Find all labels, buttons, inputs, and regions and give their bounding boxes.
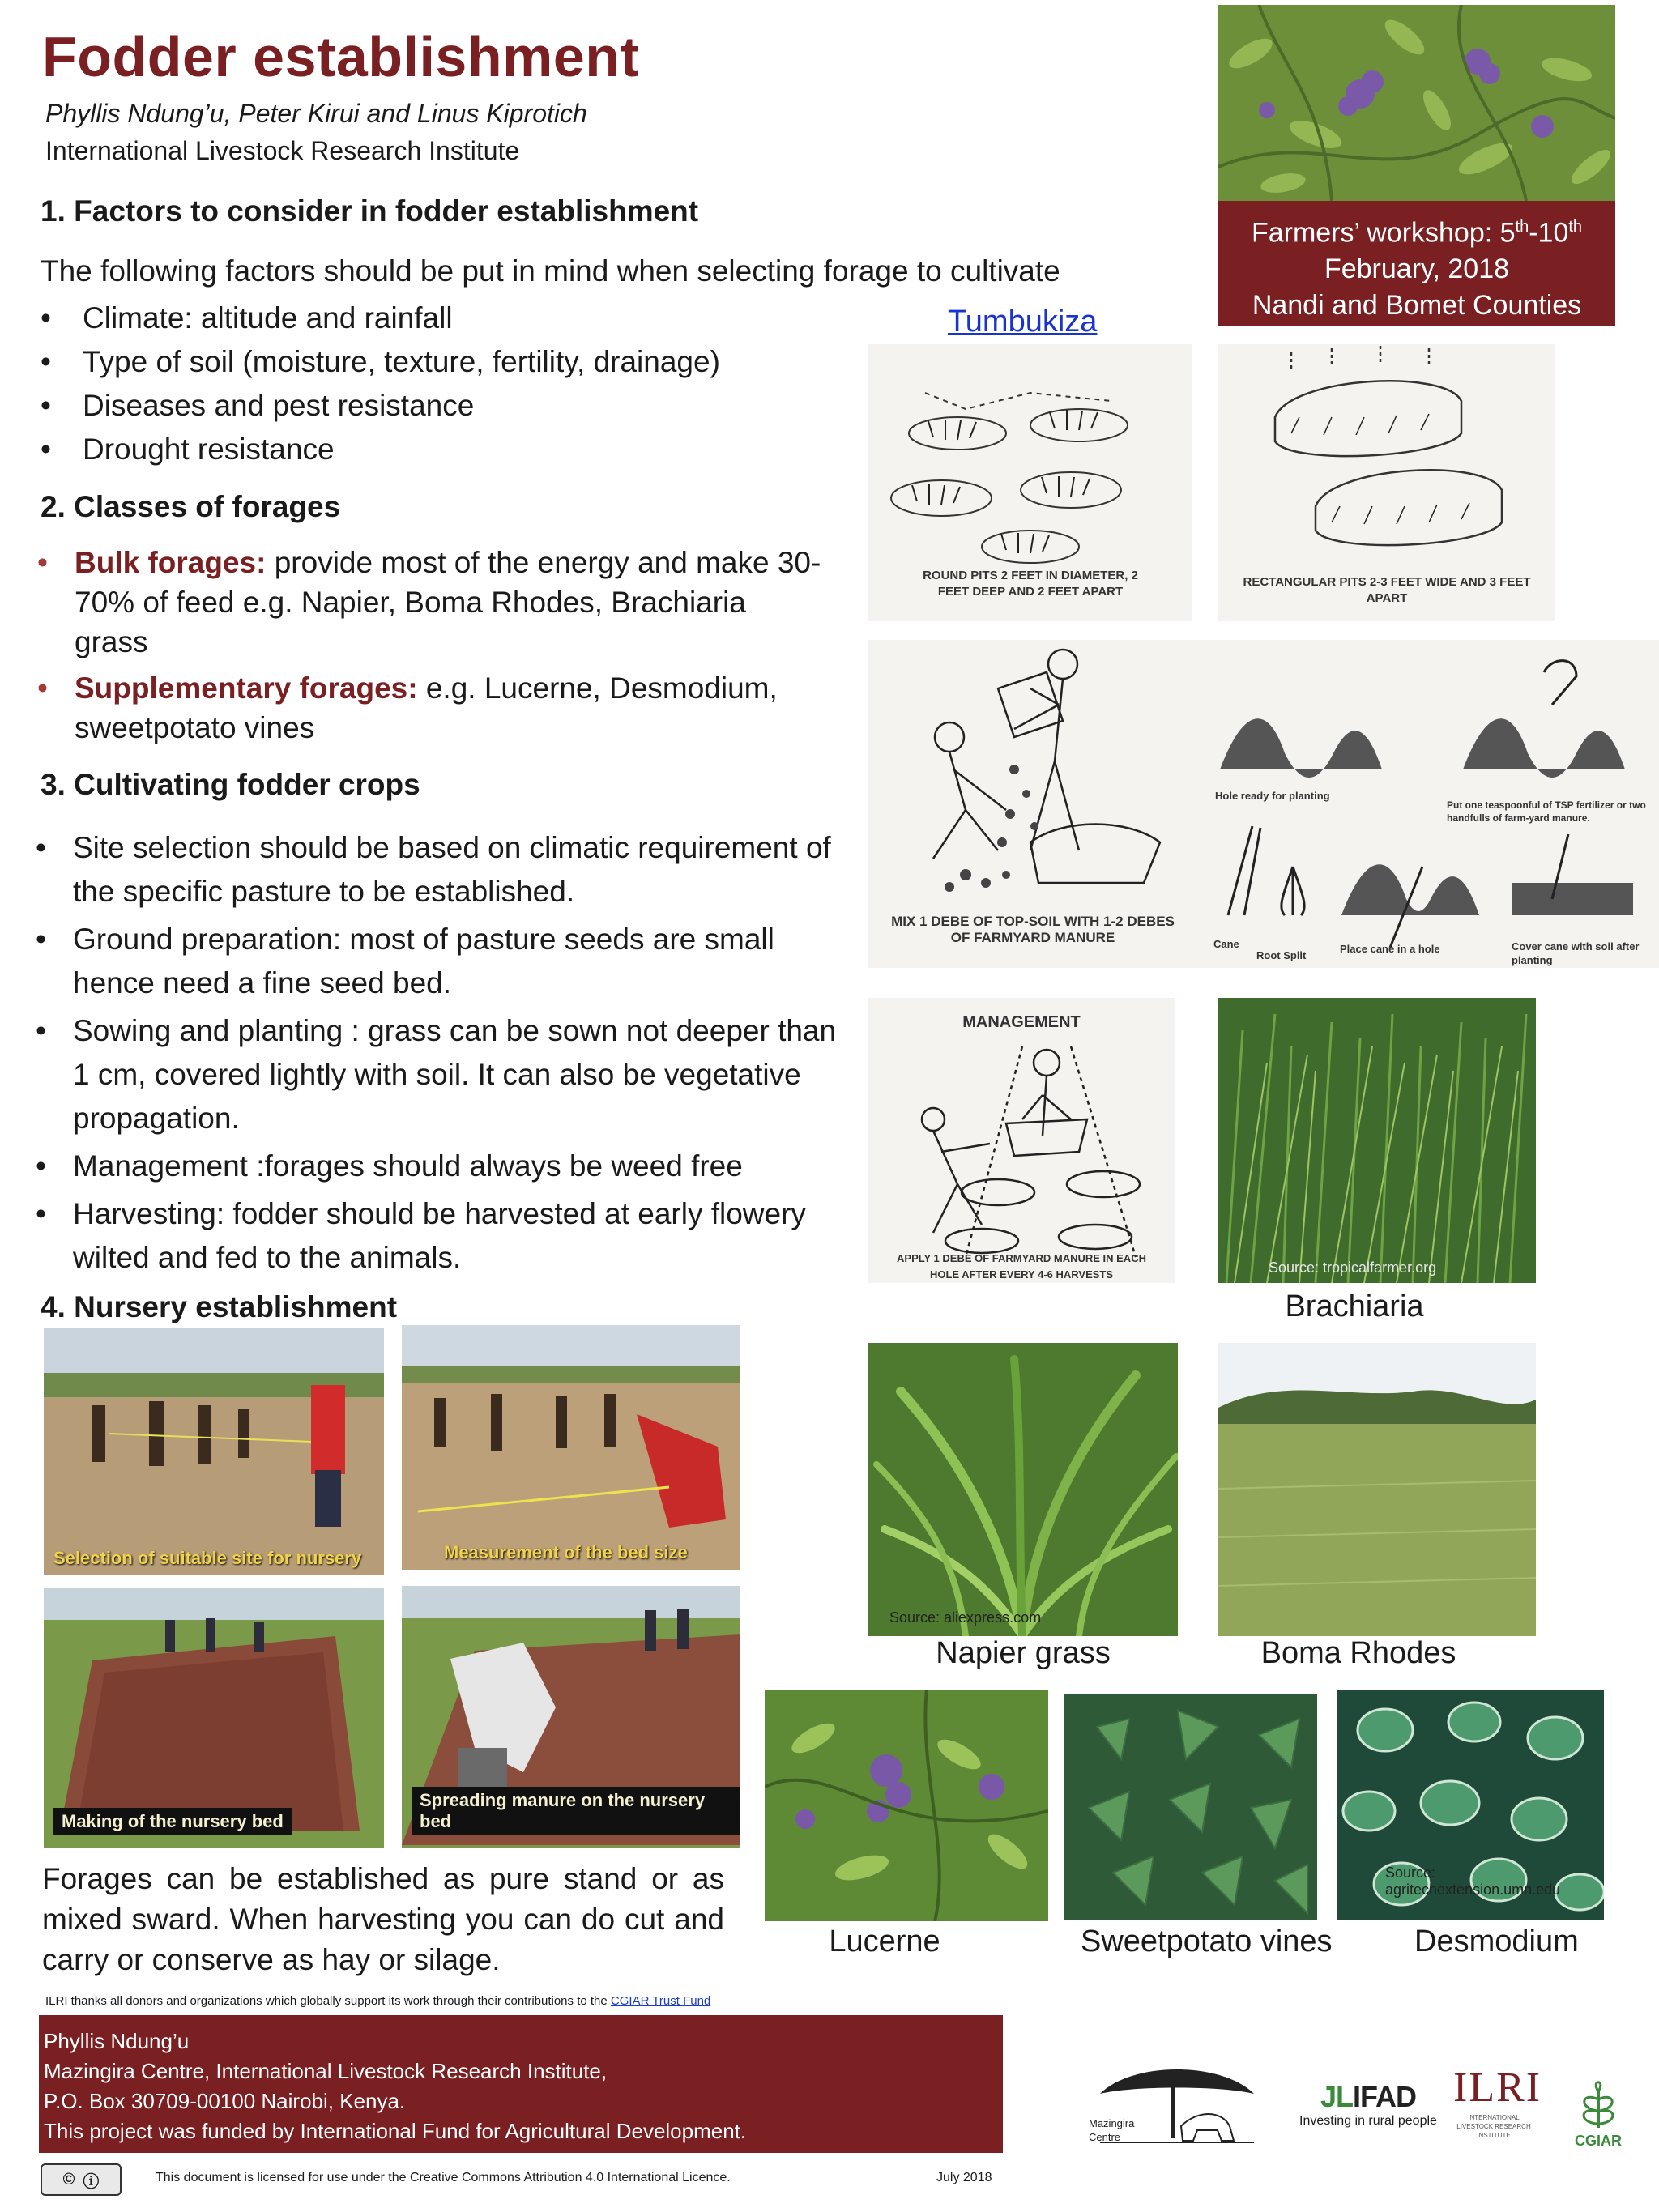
nursery-closing-text: Forages can be established as pure stand or as mixed sward. When harvesting you can do cut and carry or conserve as hay or silage.	[42, 1862, 724, 1976]
publication-date: July 2018	[936, 2171, 992, 2184]
section2-list	[37, 543, 823, 748]
sketch-rectangular-pits: RECTANGULAR PITS 2-3 FEET WIDE AND 3 FEET APART	[1218, 344, 1555, 621]
list-item: • Type of soil (moisture, texture, fertility, drainage)	[41, 340, 867, 384]
list-item: • Drought resistance	[41, 428, 867, 471]
list-item: • Ground preparation: most of pasture seeds are small hence need a fine seed bed.	[36, 918, 838, 1005]
section3-heading: 3. Cultivating fodder crops	[41, 768, 420, 801]
institution: International Livestock Research Institute	[45, 136, 520, 165]
nursery-photo-site-selection: Selection of suitable site for nursery	[44, 1328, 384, 1575]
section1-heading: 1. Factors to consider in fodder establishment	[41, 194, 699, 228]
sketch-management: MANAGEMENT APPLY 1 DEBE OF FARMYARD MANURE IN EACH HOLE AFTER EVERY 4-6 HARVESTS	[868, 998, 1175, 1283]
brachiaria-photo: Source: tropicalfarmer.org	[1218, 998, 1536, 1283]
list-item: • Diseases and pest resistance	[41, 384, 867, 428]
list-item: • Sowing and planting : grass can be sown not deeper than 1 cm, covered lightly with soil. It can also be vegetative propagation.	[36, 1009, 838, 1140]
contact-footer: Phyllis Ndung’u Mazingira Centre, International Livestock Research Institute, P.O. Box 30709-00100 Nairobi, Kenya. This project was funded by International Fund for Agricultural Development.	[39, 2015, 1003, 2153]
sketch-mix-topsoil: MIX 1 DEBE OF TOP-SOIL WITH 1-2 DEBES OF FARMYARD MANURE	[868, 640, 1197, 968]
lucerne-photo	[765, 1690, 1048, 1921]
list-item: • Management :forages should always be weed free	[36, 1144, 838, 1188]
cc-license-badge	[41, 2163, 122, 2196]
mazingira-logo: Mazingira Centre	[1084, 2061, 1264, 2150]
cgiar-trust-fund-link[interactable]: CGIAR Trust Fund	[610, 1994, 711, 2008]
list-item: • Climate: altitude and rainfall	[41, 296, 867, 340]
lucerne-header-photo	[1218, 5, 1615, 201]
lucerne-label: Lucerne	[829, 1924, 940, 1958]
section1-list	[41, 296, 867, 471]
nursery-photo-spreading-manure: Spreading manure on the nursery bed	[402, 1586, 740, 1848]
sweetpotato-vines-label: Sweetpotato vines	[1081, 1924, 1333, 1958]
brachiaria-label: Brachiaria	[1285, 1289, 1424, 1323]
list-item: • Supplementary forages: e.g. Lucerne, Desmodium, sweetpotato vines	[37, 668, 823, 748]
authors: Phyllis Ndung’u, Peter Kirui and Linus Kiprotich	[45, 99, 587, 128]
tumbukiza-link[interactable]: Tumbukiza	[948, 305, 1098, 339]
boma-rhodes-photo	[1218, 1343, 1536, 1636]
desmodium-label: Desmodium	[1414, 1924, 1579, 1958]
napier-grass-label: Napier grass	[936, 1636, 1111, 1670]
section2-heading: 2. Classes of forages	[41, 490, 341, 523]
ifad-logo: JLIFAD Investing in rural people	[1299, 2080, 1437, 2128]
ilri-logo: ILRI INTERNATIONAL LIVESTOCK RESEARCH INSTITUTE	[1453, 2065, 1542, 2139]
cgiar-logo: CGIAR	[1562, 2075, 1635, 2150]
nursery-photo-measurement: Measurement of the bed size	[402, 1325, 740, 1570]
acknowledgement: ILRI thanks all donors and organizations which globally support its work through their contributions to the CGIAR Trust Fund	[45, 1994, 711, 2008]
page-title: Fodder establishment	[42, 25, 640, 88]
list-item: • Site selection should be based on climatic requirement of the specific pasture to be established.	[36, 826, 838, 914]
nursery-photo-making-bed: Making of the nursery bed	[44, 1588, 384, 1848]
boma-rhodes-label: Boma Rhodes	[1260, 1636, 1456, 1670]
by-icon: ⓘ	[83, 2172, 100, 2191]
sweetpotato-vines-photo	[1064, 1694, 1317, 1920]
cc-icon: ©	[62, 2170, 75, 2189]
cgiar-leaf-icon	[1574, 2075, 1623, 2132]
sketch-planting-steps: Hole ready for planting Put one teaspoonful of TSP fertilizer or two handfulls of farm-yard manure. Cane Root Split Place cane in a hole Cover cane with soil after planting	[1196, 640, 1659, 968]
sketch-round-pits: ROUND PITS 2 FEET IN DIAMETER, 2 FEET DEEP AND 2 FEET APART	[868, 344, 1192, 621]
desmodium-photo: Source: agritechextension.umn.edu	[1337, 1690, 1604, 1920]
license-text: This document is licensed for use under the Creative Commons Attribution 4.0 International Licence.	[156, 2171, 731, 2184]
list-item: • Harvesting: fodder should be harvested at early flowery wilted and fed to the animals.	[36, 1192, 838, 1280]
workshop-banner: Farmers’ workshop: 5th-10th February, 2018 Nandi and Bomet Counties	[1218, 201, 1615, 326]
section1-intro: The following factors should be put in mind when selecting forage to cultivate	[41, 254, 1060, 288]
section3-list	[36, 826, 838, 1280]
napier-grass-photo: Source: aliexpress.com	[868, 1343, 1178, 1636]
section4-heading: 4. Nursery establishment	[41, 1290, 398, 1323]
list-item: • Bulk forages: provide most of the energy and make 30-70% of feed e.g. Napier, Boma Rhodes, Brachiaria grass	[37, 543, 823, 662]
